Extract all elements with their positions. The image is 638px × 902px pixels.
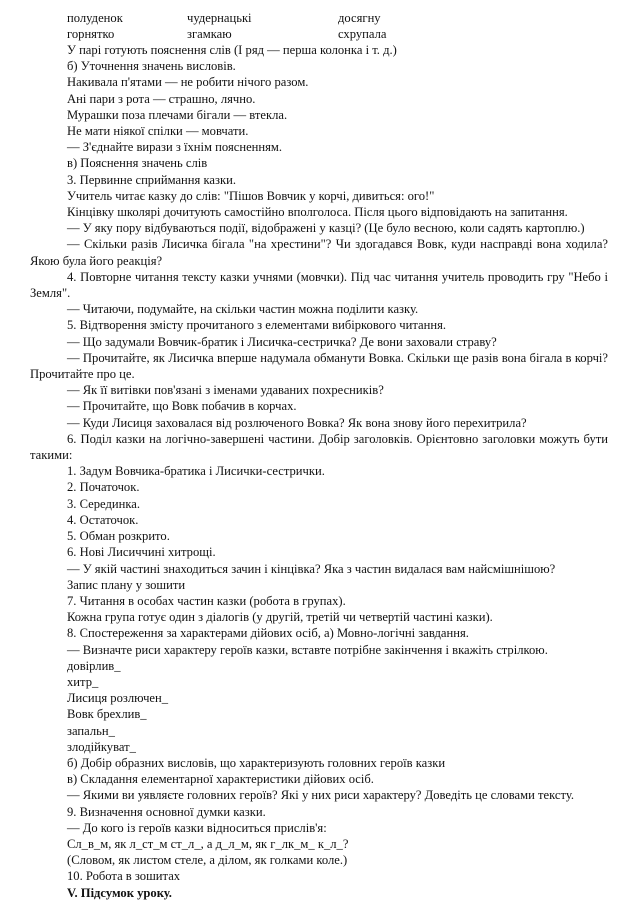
text-line: запальн_ [67, 723, 115, 738]
text-line: 7. Читання в особах частин казки (робота в групах). [67, 593, 346, 608]
text-line: — Визначте риси характеру героїв казки, вставте потрібне закінчення і вкажіть стрілкою. [67, 642, 548, 657]
text-line: Ані пари з рота — страшно, лячно. [67, 91, 256, 106]
text-line: Сл_в_м, як л_ст_м ст_л_, а д_л_м, як г_лк_м_ к_л_? [67, 836, 349, 851]
text-line: Запис плану у зошити [67, 577, 186, 592]
word-table [67, 10, 587, 42]
word-table-cell: полуденок [67, 11, 123, 25]
text-line: б) Уточнення значень висловів. [67, 59, 236, 74]
document-body [30, 42, 608, 901]
text-line: — З'єднайте вирази з їхнім поясненням. [67, 140, 283, 155]
text-line: злодійкуват_ [67, 739, 136, 754]
word-table-cell: чудернацькі [187, 11, 252, 25]
text-line: Лисиця розлючен_ [67, 691, 169, 706]
text-line: 5. Обман розкрито. [67, 529, 170, 544]
word-table-cell: схрупала [338, 27, 387, 41]
text-line: У парі готують пояснення слів (І ряд — перша колонка і т. д.) [67, 43, 397, 57]
text-line: б) Добір образних висловів, що характеризують головних героїв казки [67, 755, 446, 770]
word-table-row [67, 10, 587, 26]
text-line: Мурашки поза плечами бігали — втекла. [67, 107, 288, 122]
word-table-cell: горнятко [67, 27, 115, 41]
text-line: V. Підсумок уроку. [67, 885, 172, 900]
text-line: — Якими ви уявляєте головних героїв? Які у них риси характеру? Доведіть це словами тексту. [67, 788, 575, 803]
text-line: 1. Задум Вовчика-братика і Лисички-сестрички. [67, 464, 325, 479]
text-line: 4. Остаточок. [67, 512, 139, 527]
text-line: — Як її витівки пов'язані з іменами удаваних похресників? [67, 383, 384, 398]
text-line: — Куди Лисиця заховалася від розлюченого Вовка? Як вона знову його перехитрила? [67, 415, 527, 430]
text-line: 9. Визначення основної думки казки. [67, 804, 266, 819]
text-line: 5. Відтворення змісту прочитаного з елементами вибіркового читання. [67, 318, 447, 333]
text-line: Вовк брехлив_ [67, 707, 147, 722]
word-table-row [67, 26, 587, 42]
text-line: 4. Повторне читання тексту казки учнями (мовчки). Під час читання учитель проводить гру "Небо і Земля". [30, 269, 608, 301]
text-line: Кінцівку школярі дочитують самостійно вполголоса. Після цього відповідають на запитання. [67, 205, 568, 220]
text-line: 2. Початочок. [67, 480, 140, 495]
text-line: 8. Спостереження за характерами дійових осіб, а) Мовно-логічні завдання. [67, 626, 469, 641]
text-line: 6. Поділ казки на логічно-завершені частини. Добір заголовків. Орієнтовно заголовки можуть бути такими: [30, 431, 608, 463]
text-line: — Читаючи, подумайте, на скільки частин можна поділити казку. [67, 302, 419, 317]
text-line: в) Складання елементарної характеристики дійових осіб. [67, 772, 374, 787]
text-line: хитр_ [67, 674, 99, 689]
text-line: в) Пояснення значень слів [67, 156, 208, 171]
text-line: — Скільки разів Лисичка бігала "на хрестини"? Чи здогадався Вовк, куди насправді вона ходила? Якою була його реакція? [30, 237, 608, 268]
word-table-cell: досягну [338, 11, 381, 25]
text-line: 3. Серединка. [67, 496, 141, 511]
text-line: Кожна група готує один з діалогів (у другій, третій чи четвертій частині казки). [67, 610, 493, 625]
text-line: — Прочитайте, як Лисичка вперше надумала обманути Вовка. Скільки ще разів вона бігала в корчі? Прочитайте про це. [30, 350, 608, 382]
text-line: — Прочитайте, що Вовк побачив в корчах. [67, 399, 297, 414]
text-line: — У якій частині знаходиться зачин і кінцівка? Яка з частин видалася вам найсмішнішою? [67, 561, 556, 576]
text-line: 10. Робота в зошитах [67, 869, 181, 884]
word-table-cell: згамкаю [187, 27, 232, 41]
text-line: Учитель читає казку до слів: "Пішов Вовчик у корчі, дивиться: ого!" [67, 188, 435, 203]
text-line: — До кого із героїв казки відноситься прислів'я: [67, 820, 327, 835]
text-line: Не мати ніякої спілки — мовчати. [67, 124, 249, 139]
text-line: довірлив_ [67, 658, 121, 673]
text-line: Накивала п'ятами — не робити нічого разом. [67, 75, 309, 90]
text-line: (Словом, як листом стеле, а ділом, як голками коле.) [67, 853, 348, 868]
text-line: — Що задумали Вовчик-братик і Лисичка-сестричка? Де вони заховали страву? [67, 334, 497, 349]
text-line: 3. Первинне сприймання казки. [67, 172, 236, 187]
text-line: — У яку пору відбуваються події, відображені у казці? (Це було весною, коли садять картоплю.) [67, 221, 585, 236]
text-line: 6. Нові Лисиччині хитрощі. [67, 545, 216, 560]
